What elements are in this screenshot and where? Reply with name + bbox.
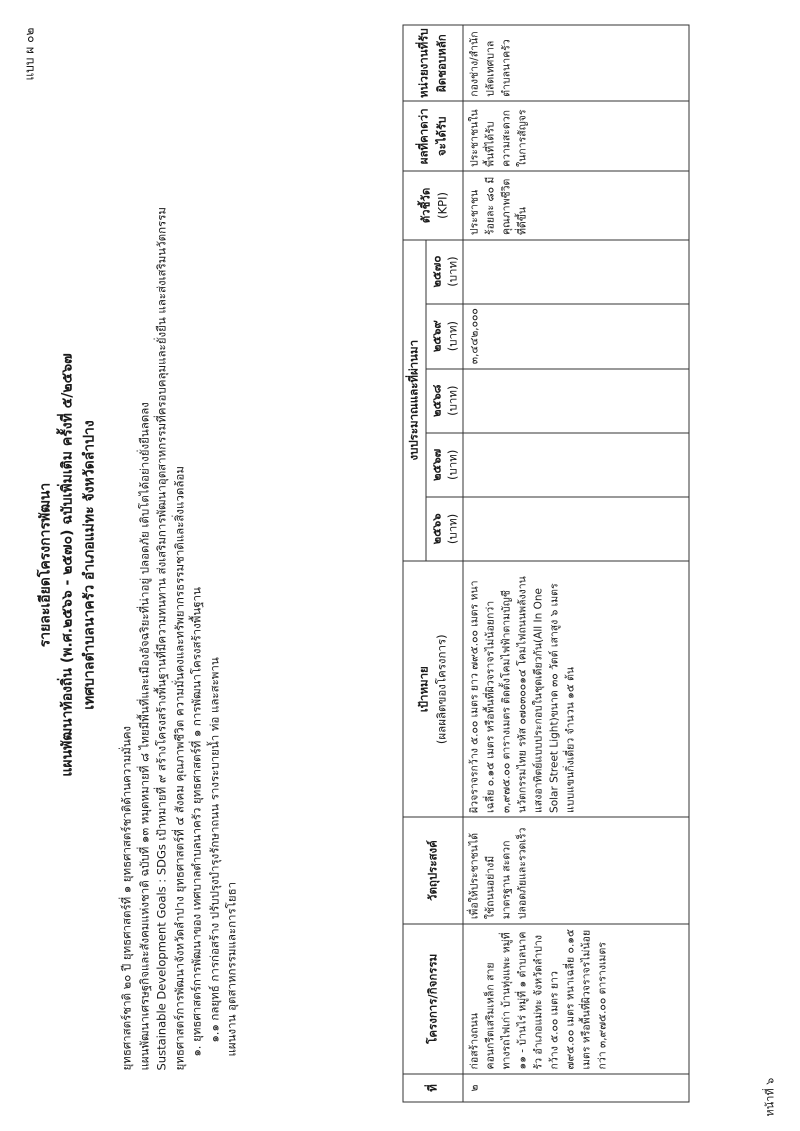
- year-label: ๒๕๗๐: [429, 255, 443, 288]
- year-unit: (บาท): [445, 513, 459, 545]
- title-development-plan: แผนพัฒนาท้องถิ่น (พ.ศ.๒๕๖๖ - ๒๕๗๐) ฉบับเพิ่มเติม ครั้งที่ ๕/๒๕๖๗: [59, 353, 75, 777]
- year-label: ๒๕๖๗: [429, 448, 443, 481]
- cell-budget-2569: ๓,๔๔๒,๐๐๐: [463, 304, 689, 369]
- header-year-2567: [426, 433, 463, 497]
- header-result: ผลที่คาดว่าจะได้รับ: [403, 101, 463, 171]
- work-plan: แผนงาน อุตสาหกรรมและการโยธา: [224, 881, 238, 1057]
- strategy-info: [118, 207, 241, 1071]
- project-table: [402, 25, 689, 1103]
- year-label: ๒๕๖๘: [429, 384, 443, 417]
- year-unit: (บาท): [445, 449, 459, 480]
- cell-result: ประชาชนในพื้นที่ได้รับความสะดวกในการสัญจร: [463, 101, 689, 171]
- header-year-2568: [426, 369, 463, 433]
- title-municipality: เทศบาลตำบลนาครัว อำเภอแม่ทะ จังหวัดลำปาง: [81, 420, 97, 710]
- header-year-2570: [426, 240, 463, 304]
- cell-budget-2568: [463, 369, 689, 433]
- cell-budget-2567: [463, 433, 689, 497]
- cell-objective: เพื่อให้ประชาชนได้ใช้ถนนอย่างมีมาตรฐาน สะดวก ปลอดภัยและรวดเร็ว: [463, 817, 689, 923]
- cell-budget-2570: [463, 240, 689, 304]
- tactic: ๑.๑ กลยุทธ์ การก่อสร้าง ปรับปรุงบำรุงรักษาถนน รางระบายน้ำ ท่อ และสะพาน: [206, 657, 221, 1043]
- header-target-label: เป้าหมาย: [415, 666, 430, 713]
- header-agency: หน่วยงานที่รับผิดชอบหลัก: [403, 25, 463, 101]
- header-no: ที่: [403, 1074, 463, 1102]
- cell-budget-2566: [463, 497, 689, 561]
- header-year-2569: [426, 304, 463, 369]
- header-year-2566: [426, 497, 463, 561]
- title-project-details: รายละเอียดโครงการพัฒนา: [37, 482, 53, 648]
- year-label: ๒๕๖๖: [429, 513, 443, 545]
- local-strategy: ๑. ยุทธศาสตร์การพัฒนาของ เทศบาลตำบลนาครัว ยุทธศาสตร์ที่ ๑ การพัฒนาโครงสร้างพื้นฐาน: [189, 587, 203, 1057]
- cell-no: ๒: [463, 1074, 689, 1102]
- year-unit: (บาท): [445, 385, 459, 416]
- cell-kpi: ประชาชนร้อยละ ๘๐ มีคุณภาพชีวิตที่ดีขึ้น: [463, 171, 689, 239]
- header-target: [403, 561, 463, 817]
- header-project: โครงการ/กิจกรรม: [403, 924, 463, 1074]
- cell-project: ก่อสร้างถนนคอนกรีตเสริมเหล็ก สายทางรถไฟเก่า บ้านทุ่งแพะ หมู่ที่ ๑๑ - บ้านไร่ หมู่ที่ ๑ ตำบลนาครัว อำเภอแม่ทะ จังหวัดลำปาง กว้าง ๕.๐๐ เมตร ยาว ๗๙๕.๐๐ เมตร หนาเฉลี่ย ๐.๑๕ เมตร หรือพื้นที่ผิวจราจรไม่น้อยกว่า ๓,๙๗๕.๐๐ ตารางเมตร: [463, 924, 689, 1074]
- header-budget: งบประมาณและที่ผ่านมา: [403, 240, 426, 561]
- cell-target: ผิวจราจรกว้าง ๕.๐๐ เมตร ยาว ๗๙๕.๐๐ เมตร หนาเฉลี่ย ๐.๑๕ เมตร หรือพื้นที่ผิวจราจรไม่น้อยกว่า ๓,๙๗๕.๐๐ ตารางเมตร ติดตั้งโคมไฟฟ้าตามบัญชีนวัตกรรมไทย รหัส ๐๗๐๓๐๐๑๔ โคมไฟถนนพลังงานแสงอาทิตย์แบบประกอบในชุดเดียวกัน(All In One Solar Street Light)ขนาด ๓๐ วัตต์ เสาสูง ๖ เมตร แบบแขนกิ่งเดี่ยว จำนวน ๑๕ ต้น: [463, 561, 689, 817]
- sdgs-goal: Sustainable Development Goals : SDGs เป้าหมายที่ ๙ สร้างโครงสร้างพื้นฐานที่มีความทนทาน ส่งเสริมการพัฒนาอุตสาหกรรมที่ครอบคลุมและยั่งยืน และส่งเสริมนวัตกรรม: [154, 207, 168, 1071]
- year-label: ๒๕๖๙: [429, 320, 443, 353]
- header-objective: วัตถุประสงค์: [403, 817, 463, 923]
- table-row: [463, 25, 689, 1102]
- year-unit: (บาท): [445, 320, 459, 352]
- year-unit: (บาท): [445, 256, 459, 287]
- national-strategy: ยุทธศาสตร์ชาติ ๒๐ ปี ยุทธศาสตร์ที่ ๑ ยุทธศาสตร์ชาติด้านความมั่นคง: [119, 725, 133, 1071]
- page-number: หน้าที่ ๖: [763, 1077, 776, 1117]
- nesdp-plan: แผนพัฒนาเศรษฐกิจและสังคมแห่งชาติ ฉบับที่ ๑๓ หมุดหมายที่ ๘ ไทยมีพื้นที่และเมืองอัจฉริยะที่น่าอยู่ ปลอดภัย เติบโตได้อย่างยั่งยืนลดลง: [136, 402, 151, 1071]
- header-kpi: [403, 171, 463, 239]
- province-strategy: ยุทธศาสตร์การพัฒนาจังหวัดลำปาง ยุทธศาสตร์ที่ ๔ สังคม คุณภาพชีวิต ความมั่นคงและทรัพยากรธรรมชาติและสิ่งแวดล้อม: [171, 466, 186, 1071]
- header-kpi-sub: (KPI): [434, 192, 449, 219]
- cell-agency: กองช่าง/สำนักปลัดเทศบาลตำบลนาครัว: [463, 25, 689, 101]
- table-header-row: [403, 25, 426, 1102]
- header-kpi-label: ตัวชี้วัด: [417, 187, 432, 224]
- header-target-sub: (ผลผลิตของโครงการ): [433, 634, 448, 745]
- form-code: แบบ ผ ๐๒: [22, 27, 36, 81]
- document-titles: [34, 0, 100, 1131]
